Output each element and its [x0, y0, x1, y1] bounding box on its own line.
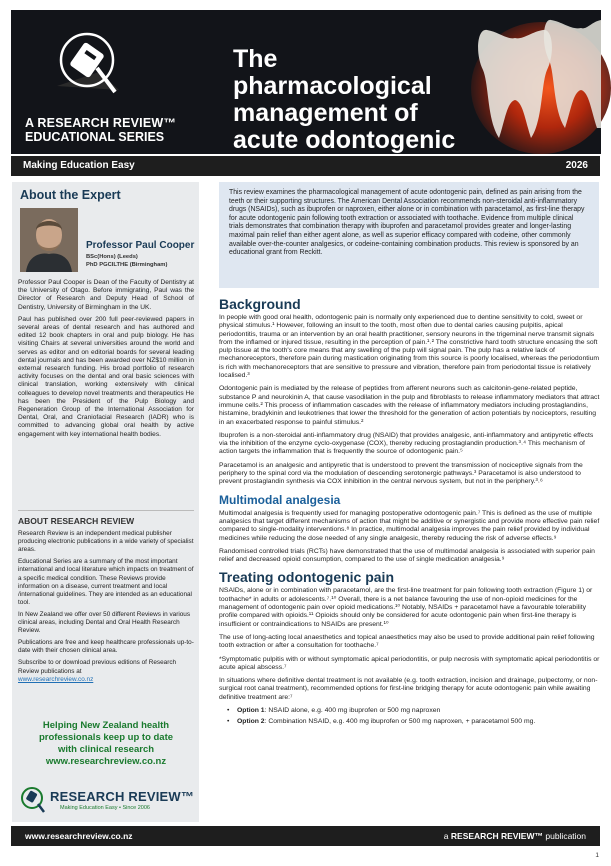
expert-qualifications — [86, 253, 198, 269]
about-rr-paragraph: Educational Series are a summary of the most important international and local literature which impacts on treatment of a specific medical condition. These Reviews provide information on a disease, current treatment and local /international guidelines. They are intended as an educational tool. — [18, 558, 194, 606]
about-rr-paragraph: Research Review is an independent medical publisher producing electronic publications in a wide variety of specialist areas. — [18, 530, 194, 554]
expert-portrait-icon — [20, 208, 78, 272]
footer-brand: RESEARCH REVIEW™ — [450, 831, 543, 841]
expert-quals-line-1: BSc(Hons) (Leeds) — [86, 254, 138, 260]
about-expert-heading: About the Expert — [20, 188, 121, 202]
section-heading-background: Background — [219, 296, 301, 312]
body-paragraph: NSAIDs, alone or in combination with paracetamol, are the first-line treatment for pain following tooth extraction (Figure 1) or toothache* in adults or adolescents.⁷˒¹⁰ Overall, there is a net balance favouring the use of non-opioid medicines for the management of odontogenic pain over opioid medications.¹⁰ Notably, NSAIDs + paracetamol have a favourable tolerability profile compared with opioids.¹¹ Opioids should only be considered for acute odontogenic pain when first-line therapy is insufficient or contraindications to NSAIDs are present.¹⁰ — [219, 587, 593, 628]
body-paragraph: In situations where definitive dental treatment is not available (e.g. tooth extraction, incision and drainage, pulpectomy, or non-surgical root canal treatment), recommended options for first-line bridging therapy for acute odontogenic pain while awaiting definitive treatment are:⁷ — [219, 677, 598, 701]
researchreview-link[interactable]: www.researchreview.co.nz — [18, 675, 94, 683]
footer-suffix: publication — [545, 831, 586, 841]
section-heading-treating: Treating odontogenic pain — [219, 569, 394, 586]
footer-bar — [11, 826, 600, 846]
footer-publication-label — [444, 826, 586, 846]
expert-quals-line-2: PhD PGCILTHE (Birmingham) — [86, 262, 168, 268]
section-heading-multimodal: Multimodal analgesia — [219, 492, 341, 507]
option-label: Option 2 — [237, 718, 265, 726]
option-text: : Combination NSAID, e.g. 400 mg ibuprofen or 500 mg naproxen, + paracetamol 500 mg. — [264, 718, 536, 726]
series-line-1: A RESEARCH REVIEW™ — [25, 116, 177, 130]
helping-url[interactable]: www.researchreview.co.nz — [45, 756, 167, 767]
header-banner — [11, 10, 600, 154]
about-rr-paragraph — [18, 659, 194, 683]
tagline-band — [11, 156, 600, 176]
expert-photo — [20, 208, 78, 272]
research-review-logo-icon — [37, 28, 141, 108]
bio-paragraph: Professor Paul Cooper is Dean of the Faculty of Dentistry at the University of Otago. Before immigrating, Paul was the Director of Research and Deputy Head of School of Dentistry, University of Birmingham in the UK. — [18, 279, 194, 311]
footer-logo-tagline: Making Education Easy • Since 2006 — [60, 805, 150, 811]
helping-statement — [18, 720, 194, 768]
main-content — [219, 296, 600, 730]
helping-line-3: with clinical research — [57, 744, 155, 755]
intro-summary-box: This review examines the pharmacological management of acute odontogenic pain, defined as pain arising from the teeth or their supporting structures. The American Dental Association recommends non-steroidal anti-inflammatory drugs (NSAIDs), such as ibuprofen or naproxen, either alone or in combination with paracetamol, as first-line therapy for acute odontogenic pain following tooth extraction or associated with toothache. Evidence from multiple clinical trials demonstrates that combination therapy with ibuprofen and paracetamol provides greater and longer-lasting maximal pain relief than either agent alone, as well as superior efficacy compared with codeine, other commonly available over-the-counter analgesics, or codeine-containing combination products. This review is sponsored by an educational grant from Reckitt. — [219, 182, 599, 288]
body-paragraph: Multimodal analgesia is frequently used for managing postoperative odontogenic pain.⁷ This is defined as the use of multiple analgesics that target different mechanisms of action that might be additive or synergistic and provide more effective pain relief compared to single-modality interventions.⁸ In practice, multimodal analgesia improves the pain relief provided by individual medicines while reducing the dose needed of any single analgesic, thereby reducing the risk of adverse effects.⁹ — [219, 509, 600, 542]
expert-bio — [18, 279, 194, 443]
footer-url[interactable]: www.researchreview.co.nz — [25, 831, 133, 841]
stethoscope-logo-icon — [20, 786, 46, 814]
body-paragraph: In people with good oral health, odontogenic pain is normally only experienced due to dentine sensitivity to cold, sweet or physical stimulus.¹ However, following an insult to the tooth, most often due to dental caries causing pulpitis, apical periodontitis, trauma or an intervention by an oral health practitioner, sensory neurons in the trigeminal nerve transmit signals from the inflamed or injured tissue, resulting in the perception of pain.¹˒² The constrictive hard tooth structure encasing the soft pulp tissue at the tooth's core means that any swelling of the pulp will signal pain. The pulp has a relative lack of mechanoreceptors, therefore pain during mastication originating from this source is poorly localised, whereas the periodontium is rich with mechanoreceptors that are sensitive to pressure and vibration, therefore pain from periodontal tissue is relatively localised.³ — [219, 314, 600, 380]
about-rr-paragraph: In New Zealand we offer over 50 different Reviews in various clinical areas, including Dental and Oral Health Research Review. — [18, 610, 191, 635]
expert-name: Professor Paul Cooper — [86, 240, 195, 251]
series-line-2: EDUCATIONAL SERIES — [25, 130, 165, 144]
bio-paragraph: Paul has published over 200 full peer-reviewed papers in several areas of dental research and has authored and edited 12 book chapters in oral and pulp biology. He has visiting Chairs at several universities around the world and serves as editor and on editorial boards for several leading dental journals and has been awarded over NZ$10 million in external research funding. His broad portfolio of research activity focuses on the dental and oral basic sciences with clinical translation, working extensively with clinical colleagues to develop novel treatments and therapeutics He has been the President of the Pulp Biology and Regeneration Group of the International Association for Dental, Oral, and Craniofacial Research (IADR) who is committed to advancing global oral health by active engagement with key international health bodies. — [18, 315, 194, 438]
body-paragraph: The use of long-acting local anaesthetics and topical anaesthetics may also be used to provide additional pain relief following tooth extraction or after a consultation for toothache.⁷ — [219, 633, 595, 650]
page-title: The pharmacological management of acute odontogenic — [233, 45, 456, 154]
about-rr-heading: ABOUT RESEARCH REVIEW — [18, 516, 135, 526]
educational-series-label — [25, 116, 185, 144]
body-paragraph: Paracetamol is an analgesic and antipyretic that is understood to prevent the transmission of nociceptive signals from the periphery to the spinal cord via the modulation of descending serotonergic pathways.³ Paracetamol is also understood to prevent prostaglandin synthesis via COX inhibition in the central nervous system, but not in the periphery.³˒⁶ — [219, 461, 583, 486]
option-label: Option 1 — [237, 706, 265, 714]
helping-line-2: professionals keep up to date — [38, 732, 174, 743]
body-paragraph: Randomised controlled trials (RCTs) have demonstrated that the use of multimodal analgesia is associated with superior pain relief and decreased opioid consumption, compared to the use of single medication analgesia.⁹ — [219, 547, 595, 564]
body-paragraph: Odontogenic pain is mediated by the release of peptides from afferent neurons such as calcitonin-gene-related peptide, substance P and neurokinin A, that cause vasodilation in the pulp and fibroblasts to release inflammatory mediators that attract immune cells.² This process of inflammation cascades with the release of inflammatory mediators including prostaglandins, histamine, bradykinin and leukotrienes that lower the threshold for the generation of action potentials by nociceptors, resulting in an exacerbated response to painful stimulus.² — [219, 385, 600, 426]
research-review-footer-logo — [20, 786, 196, 816]
body-paragraph: Ibuprofen is a non-steroidal anti-inflammatory drug (NSAID) that provides analgesic, anti-inflammatory and antipyretic effects via the inhibition of the enzyme cyclo-oxygenase (COX), thereby reducing prostaglandin production.³˒⁴ This mechanism of action targets the inflammation that is frequently the source of odontogenic pain.⁵ — [219, 431, 594, 456]
about-rr-paragraph: Publications are free and keep healthcare professionals up-to-date with their chosen clinical area. — [18, 639, 194, 655]
subscribe-text: Subscribe to or download previous editions of Research Review publications at — [18, 659, 177, 675]
option-text: : NSAID alone, e.g. 400 mg ibuprofen or 500 mg naproxen — [264, 706, 441, 714]
footer-logo-text: RESEARCH REVIEW™ — [50, 789, 195, 804]
divider — [18, 510, 194, 511]
treatment-options-list — [227, 707, 600, 727]
body-paragraph: *Symptomatic pulpitis with or without symptomatic apical periodontitis, or pulp necrosis with symptomatic apical periodontitis or acute apical abscess.⁷ — [219, 655, 600, 671]
footer-prefix: a — [443, 831, 449, 841]
about-research-review — [18, 517, 194, 688]
page-number: 1 — [595, 852, 599, 859]
list-item — [227, 707, 600, 715]
list-item — [227, 718, 600, 726]
tagline: Making Education Easy — [23, 160, 135, 171]
year: 2026 — [565, 160, 588, 171]
helping-line-1: Helping New Zealand health — [42, 720, 170, 731]
